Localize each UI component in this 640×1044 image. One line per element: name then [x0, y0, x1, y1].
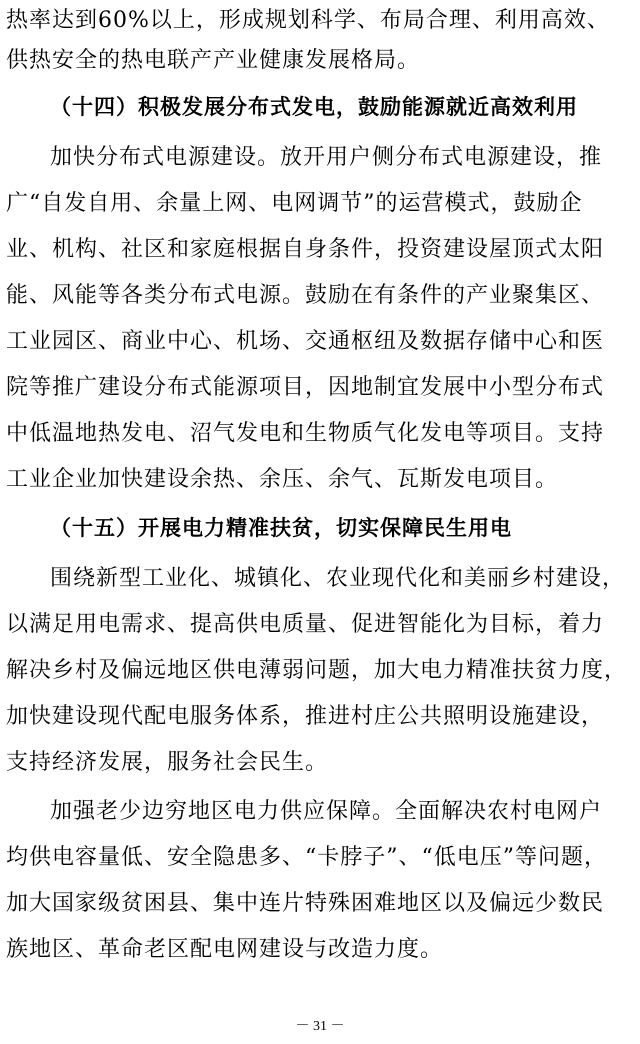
body-text-line: 热率达到60%以上，形成规划科学、布局合理、利用高效、	[6, 8, 610, 33]
body-text-line: 加快建设现代配电服务体系，推进村庄公共照明设施建设，	[6, 704, 605, 729]
body-text-line: 能、风能等各类分布式电源。鼓励在有条件的产业聚集区、	[6, 283, 605, 308]
body-text-line: 以满足用电需求、提高供电质量、促进智能化为目标，着力	[6, 612, 605, 637]
body-text-line: 广“自发自用、余量上网、电网调节”的运营模式，鼓励企	[6, 191, 583, 216]
body-text-line: 均供电容量低、安全隐患多、“卡脖子”、“低电压”等问题，	[6, 845, 607, 870]
body-text-line: 加大国家级贫困县、集中连片特殊困难地区以及偏远少数民	[6, 891, 605, 916]
body-text-line: 工业企业加快建设余热、余压、余气、瓦斯发电项目。	[6, 467, 559, 492]
body-text-line: 解决乡村及偏远地区供电薄弱问题，加大电力精准扶贫力度，	[6, 658, 628, 683]
body-text-line: 业、机构、社区和家庭根据自身条件，投资建设屋顶式太阳	[6, 237, 605, 262]
body-text-line: 中低温地热发电、沼气发电和生物质气化发电等项目。支持	[6, 421, 605, 446]
body-text-line: 围绕新型工业化、城镇化、农业现代化和美丽乡村建设，	[50, 566, 626, 591]
body-text-line: 支持经济发展，服务社会民生。	[6, 750, 329, 775]
body-text-line: 工业园区、商业中心、机场、交通枢纽及数据存储中心和医	[6, 329, 605, 354]
body-text-line: 加强老少边穷地区电力供应保障。全面解决农村电网户	[50, 799, 603, 824]
page-number: － 31 －	[295, 1019, 345, 1034]
body-text-line: 供热安全的热电联产产业健康发展格局。	[6, 48, 421, 73]
body-text-line: 加快分布式电源建设。放开用户侧分布式电源建设，推	[50, 145, 603, 170]
body-text-line: 族地区、革命老区配电网建设与改造力度。	[6, 937, 444, 962]
section-heading-15: （十五）开展电力精准扶贫，切实保障民生用电	[50, 516, 512, 540]
body-text-line: 院等推广建设分布式能源项目，因地制宜发展中小型分布式	[6, 375, 605, 400]
section-heading-14: （十四）积极发展分布式发电，鼓励能源就近高效利用	[50, 95, 578, 119]
